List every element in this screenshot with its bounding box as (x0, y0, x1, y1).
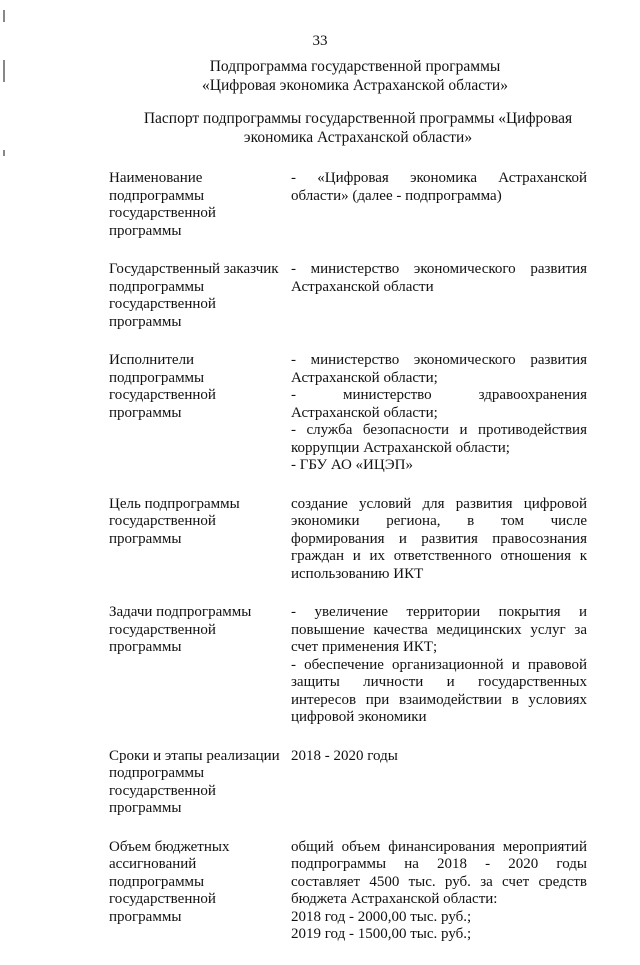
value-line: 2019 год - 1500,00 тыс. руб.; (291, 926, 472, 942)
value-line: 2018 год - 2000,00 тыс. руб.; (291, 908, 472, 925)
passport-row-funding (109, 839, 587, 944)
value-line: - министерство экономического развития Астраханской области; (291, 352, 587, 386)
passport-title: Паспорт подпрограммы государственной программы «Цифровая экономика Астраханской области» (143, 110, 573, 146)
value-line: 2018 - 2020 годы (291, 747, 398, 764)
row-label: Объем бюджетных ассигнований подпрограммы государственной программы (109, 838, 230, 925)
row-label: Сроки и этапы реализации подпрограммы государственной программы (109, 747, 280, 816)
row-value (291, 748, 587, 818)
passport-row-goal (109, 496, 587, 584)
row-label: Цель подпрограммы государственной программы (109, 495, 240, 547)
scan-mark (3, 10, 5, 22)
passport-row-customer (109, 261, 587, 331)
passport-row-executors (109, 352, 587, 475)
row-value (291, 170, 587, 240)
passport-row-name (109, 170, 587, 240)
scan-mark (3, 150, 5, 156)
subprogram-title-line: Подпрограмма государственной программы (209, 58, 501, 75)
scan-mark (3, 60, 5, 82)
value-line: общий объем финансирования мероприятий подпрограммы на 2018 - 2020 годы составляет 4500 тыс. руб. за счет средств бюджета Астраханской области: (291, 838, 587, 907)
subprogram-title (140, 57, 570, 95)
value-line: создание условий для развития цифровой экономики региона, в том числе формирования и развития правосознания граждан и их ответственного отношения к использованию ИКТ (291, 495, 587, 582)
row-value (291, 352, 587, 475)
value-line: - служба безопасности и противодействия коррупции Астраханской области; (291, 422, 587, 456)
row-label: Задачи подпрограммы государственной программы (109, 604, 252, 655)
row-label: Наименование подпрограммы государственной программы (109, 170, 216, 239)
row-value (291, 604, 587, 727)
scan-margin-marks (0, 0, 10, 905)
page-number: 33 (312, 33, 328, 49)
row-value (291, 496, 587, 584)
row-value (291, 261, 587, 331)
value-line: - министерство экономического развития Астраханской области (291, 261, 587, 295)
passport-row-timeline (109, 748, 587, 818)
passport-row-tasks (109, 604, 587, 727)
row-label: Государственный заказчик подпрограммы государственной программы (109, 261, 279, 330)
value-line: - увеличение территории покрытия и повышение качества медицинских услуг за счет применения ИКТ; (291, 604, 587, 655)
value-line: - обеспечение организационной и правовой защиты личности и государственных интересов при взаимодействии в условиях цифровой экономики (291, 656, 587, 725)
value-line: - ГБУ АО «ИЦЭП» (291, 457, 413, 473)
passport-table (109, 170, 587, 965)
value-line: - министерство здравоохранения Астраханской области; (291, 387, 587, 421)
row-value (291, 839, 587, 944)
row-label: Исполнители подпрограммы государственной программы (109, 352, 216, 421)
value-line: - «Цифровая экономика Астраханской области» (далее - подпрограмма) (291, 170, 587, 204)
subprogram-title-line: «Цифровая экономика Астраханской области» (202, 77, 508, 94)
